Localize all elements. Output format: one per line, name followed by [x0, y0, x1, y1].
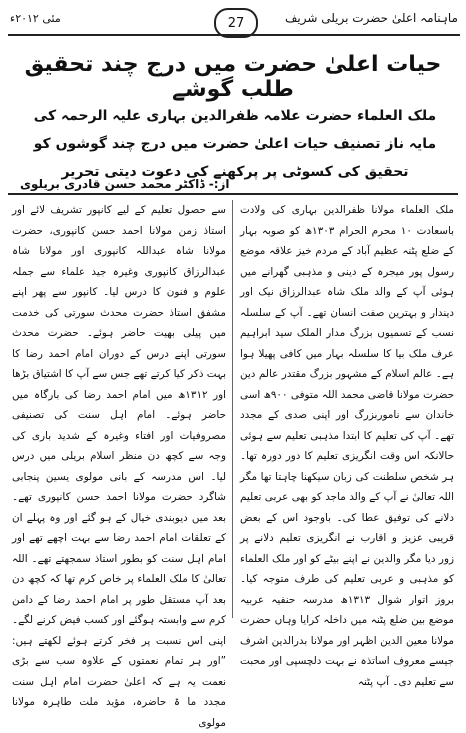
body-column-right [240, 200, 455, 688]
body-column-left [12, 200, 226, 729]
page-header [8, 10, 460, 36]
article-title: حیات اعلیٰ حضرت میں درج چند تحقیق طلب گوشے [24, 52, 442, 102]
column-divider [232, 200, 233, 618]
article-subtitle: ملک العلماء حضرت علامہ ظفرالدین بہاری علیہ الرحمہ کی مایہ ناز تصنیف حیات اعلیٰ حضرت میں درج چند گوشوں کو تحقیق کی کسوٹی پر پرکھنے کی دعوت دیتی تحریر [33, 108, 437, 180]
title-rule [8, 193, 458, 195]
body-text-left: سے حصول تعلیم کے لیے کانپور تشریف لائے اور استاذ زمن مولانا احمد حسن کانپوری، حضرت مولانا شاہ عبداللہ کانپوری اور مولانا شاہ عبدالرزاق کانپوری وغیرہ جید علماء سے جملہ علوم و فنون کا درس لیا۔ کانپور سے پھر اپنے مشفق استاذ حضرت محدث سورتی کی خدمت میں پیلی بھیت حاضر ہوئے۔ حضرت محدث سورتی اپنے درس کے دوران امام احمد رضا کا بہت ذکر کیا کرتے تھے جس سے آپ کا اشتیاق بڑھا اور ۱۳۱۲ھ میں امام احمد رضا کی بارگاہ میں حاضر ہوئے۔ امام اہل سنت کی تصنیفی مصروفیات اور افتاء وغیرہ کے شدید باری کی وجہ سے کچھ دن منظر اسلام بریلی میں درس لیا۔ اس مدرسہ کے بانی مولوی یسین پنجابی شاگرد حضرت مولانا احمد حسن کانپوری تھے۔ بعد میں دیوبندی خیال کے ہو گئے اور وہ پہلے ان کے تعلقات امام احمد رضا سے بہت اچھے تھے اور امام اہل سنت کو بطور استاذ سمجھتے تھے۔ اللہ تعالیٰ کا ملک العلماء پر خاص کرم تھا کہ کچھ دن بعد آپ مستقل طور پر امام احمد رضا کے دامن کرم سے وابستہ ہوگئے اور کسب فیض کرنے لگے۔ اپنی اس نسبت پر فخر کرتے ہوئے لکھتے ہیں: ”اور ہر تمام نعمتوں کے علاوہ سب سے بڑی نعمت یہ ہے کہ اعلیٰ حضرت امام اہل سنت مجدد ما ۃ حاضرہ، مؤید ملت طاہرہ مولانا مولوی [12, 204, 226, 729]
article-author: از:- ڈاکٹر محمد حسن قادری بریلوی [20, 177, 230, 191]
journal-name: ماہنامہ اعلیٰ حضرت بریلی شریف [284, 11, 458, 25]
issue-date: مئی ۲۰۱۲ء [10, 12, 61, 25]
page-number: 27 [214, 8, 258, 38]
header-rule [8, 34, 460, 36]
body-text-right: ملک العلماء مولانا ظفرالدین بہاری کی ولادت باسعادت ۱۰ محرم الحرام ۱۳۰۳ھ کو صوبہ بہار کے ضلع پٹنہ عظیم آباد کے مردم خیز علاقہ موضع رسول پور میجرہ کے دینی و مذہبی گھرانے میں ہوئی آپ کے والد ملک شاہ عبدالرزاق نیک اور دیندار و بہترین صفت انسان تھے۔ آپ کے سلسلہ نسب کے تسمیوں بزرگ مدار الملک سید ابراہیم عرف ملک بیا کا سلسلہ بہار میں کافی پھیلا ہوا ہے۔ عالم اسلام کے مشہور بزرگ مقتدر عالم دین حضرت مولانا قاضی محمد اللہ متوفی ۹۰۰ھ اسی خاندان سے ناموربزرگ اور اپنی صدی کے مجدد تھے۔ آپ کی تعلیم کا ابتدا مذہبی تعلیم سے ہوئی حالانکہ اس وقت انگریزی تعلیم کا دور دورہ تھا۔ ہر شخص سلطنت کی زبان سیکھنا چاہتا تھا مگر اللہ تعالیٰ نے آپ کے والد ماجد کو بھی عربی تعلیم دلانے کی توفیق عطا کی۔ باوجود اس کے بعض قریبی عزیز و اقارب نے انگریزی تعلیم دلانے پر زور دیا مگر والدین نے اپنے بیٹے کو اور ملک العلماء کو مذہبی و عربی تعلیم کی طرف متوجہ کیا۔ بروز اتوار شوال ۱۳۱۳ھ مدرسہ حنفیہ عربیہ موضع بین ضلع پٹنہ میں داخلہ کرایا وہاں حضرت مولانا معین الدین اظہر اور مولانا بدرالدین اشرف جیسے معروف اساتذہ نے بہت دلچسپی اور محبت سے تعلیم دی۔ آپ پٹنہ [240, 204, 455, 688]
